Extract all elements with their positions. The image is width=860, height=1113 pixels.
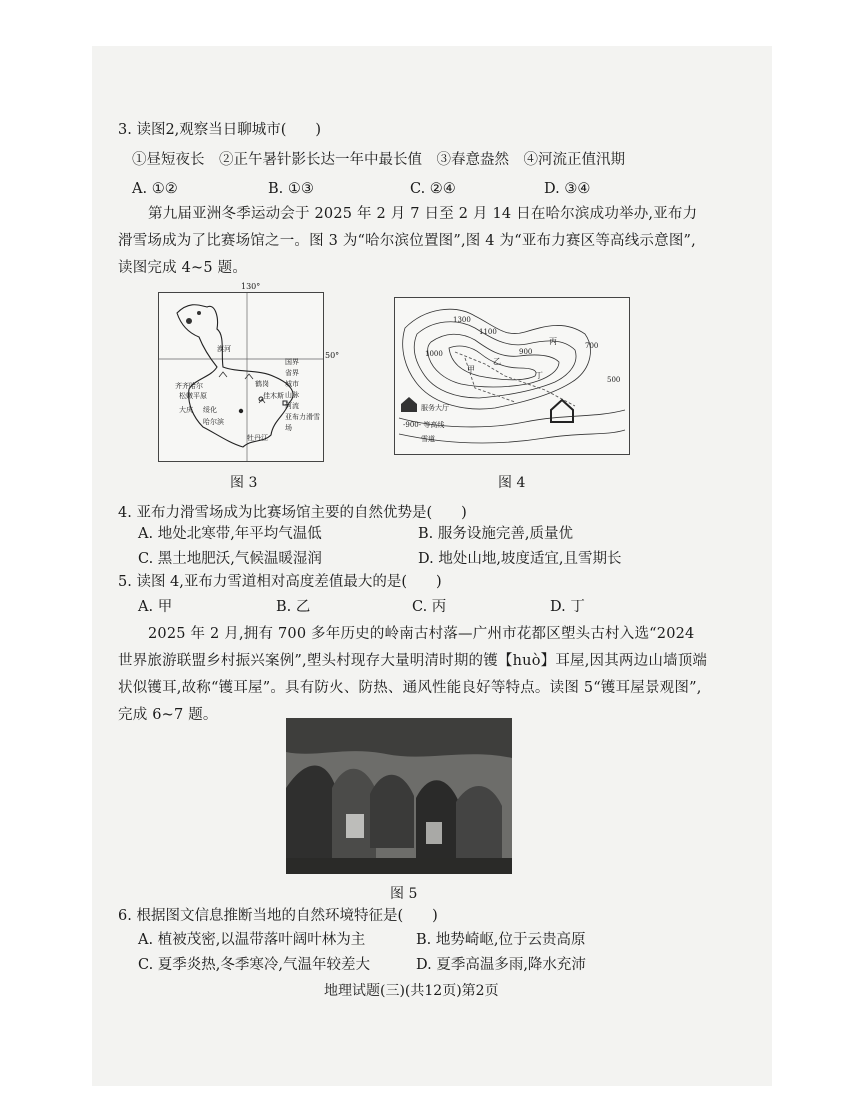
q4-option-b: B. 服务设施完善,质量优 bbox=[418, 526, 573, 542]
q3-option-d: D. ③④ bbox=[544, 181, 591, 197]
q6-stem: 6. 根据图文信息推断当地的自然环境特征是( ) bbox=[118, 908, 438, 924]
fig3-city-label: 哈尔滨 bbox=[203, 418, 224, 426]
fig3-city-label: 齐齐哈尔 bbox=[175, 382, 203, 390]
fig3-city-label: 漠河 bbox=[217, 345, 231, 353]
fig4-contour-label: 700 bbox=[585, 342, 599, 350]
fig3-latitude-label: 50° bbox=[325, 351, 340, 360]
fig4-point-label: 乙 bbox=[493, 357, 501, 366]
fig4-legend-item: 服务大厅 bbox=[421, 404, 449, 412]
fig3-legend-item: 亚布力滑雪场 bbox=[285, 413, 320, 432]
fig3-city-label: 绥化 bbox=[203, 406, 217, 414]
fig3-legend-item: 城市 bbox=[285, 380, 299, 388]
fig3-city-label: 佳木斯 bbox=[263, 392, 284, 400]
fig3-city-label: 牡丹江 bbox=[247, 434, 268, 442]
q6-option-c: C. 夏季炎热,冬季寒冷,气温年较差大 bbox=[138, 957, 371, 973]
fig3-region-label: 松嫩平原 bbox=[179, 392, 207, 400]
q5-option-c: C. 丙 bbox=[412, 599, 447, 615]
figure-3-caption: 图 3 bbox=[230, 475, 258, 491]
q5-option-a: A. 甲 bbox=[138, 599, 173, 615]
q3-option-c: C. ②④ bbox=[410, 181, 456, 197]
q4-option-d: D. 地处山地,坡度适宜,且雪期长 bbox=[418, 551, 622, 567]
fig4-contour-label: 900 bbox=[519, 348, 533, 356]
figure-3-map bbox=[158, 282, 340, 462]
page-footer: 地理试题(三)(共12页)第2页 bbox=[324, 983, 499, 999]
q3-items: ①昼短夜长 ②正午暑针影长达一年中最长值 ③春意盎然 ④河流正值汛期 bbox=[132, 152, 625, 168]
q6-option-d: D. 夏季高温多雨,降水充沛 bbox=[416, 957, 586, 973]
fig3-city-label: 鹤岗 bbox=[255, 380, 269, 388]
figure-4-contour-map bbox=[394, 297, 630, 455]
intro-paragraph-2: 2025 年 2 月,拥有 700 多年历史的岭南古村落—广州市花都区塱头古村入选“2024 世界旅游联盟乡村振兴案例”,塱头村现存大量明清时期的镬【huò】耳屋,因其两边山墙顶端状似镬耳,故称“镬耳屋”。具有防火、防热、通风性能良好等特点。读图 5“镬耳屋景观图”,完成 6~7 题。 bbox=[118, 626, 708, 723]
fig4-legend-item: 雪道 bbox=[421, 435, 435, 443]
q6-option-b: B. 地势崎岖,位于云贵高原 bbox=[416, 932, 586, 948]
q3-option-a: A. ①② bbox=[132, 181, 178, 197]
fig3-city-label: 大庆 bbox=[179, 406, 193, 414]
fig3-longitude-label: 130° bbox=[241, 282, 261, 291]
fig3-legend bbox=[285, 357, 323, 434]
intro-paragraph-1: 第九届亚洲冬季运动会于 2025 年 2 月 7 日至 2 月 14 日在哈尔滨成功举办,亚布力滑雪场成为了比赛场馆之一。图 3 为“哈尔滨位置图”,图 4 为“亚布力赛区等高线示意图”,读图完成 4~5 题。 bbox=[118, 206, 698, 276]
q4-option-a: A. 地处北寒带,年平均气温低 bbox=[138, 526, 322, 542]
figure-5-photo bbox=[286, 718, 512, 874]
q4-option-c: C. 黑土地肥沃,气候温暖湿润 bbox=[138, 551, 322, 567]
fig4-point-label: 丁 bbox=[535, 371, 543, 380]
fig3-legend-item: 河流 bbox=[285, 402, 299, 410]
figure-5-caption: 图 5 bbox=[390, 886, 418, 902]
fig4-contour-label: 1000 bbox=[425, 350, 443, 358]
fig4-contour-label: 500 bbox=[607, 376, 621, 384]
q5-option-b: B. 乙 bbox=[276, 599, 311, 615]
q5-option-d: D. 丁 bbox=[550, 599, 585, 615]
fig3-legend-item: 山脉 bbox=[285, 391, 299, 399]
q4-stem: 4. 亚布力滑雪场成为比赛场馆主要的自然优势是( ) bbox=[118, 505, 467, 521]
figure-4-caption: 图 4 bbox=[498, 475, 526, 491]
fig4-contour-label: 1300 bbox=[453, 316, 471, 324]
fig4-contour-label: 1100 bbox=[479, 328, 497, 336]
q3-option-b: B. ①③ bbox=[268, 181, 314, 197]
q6-option-a: A. 植被茂密,以温带落叶阔叶林为主 bbox=[138, 932, 366, 948]
q3-stem: 3. 读图2,观察当日聊城市( ) bbox=[118, 122, 322, 138]
fig3-legend-item: 国界 bbox=[285, 358, 299, 366]
fig4-point-label: 丙 bbox=[549, 337, 557, 346]
fig3-legend-item: 省界 bbox=[285, 369, 299, 377]
q5-stem: 5. 读图 4,亚布力雪道相对高度差值最大的是( ) bbox=[118, 574, 442, 590]
fig4-legend-item: -900- 等高线 bbox=[403, 421, 445, 429]
fig4-point-label: 甲 bbox=[467, 365, 475, 374]
